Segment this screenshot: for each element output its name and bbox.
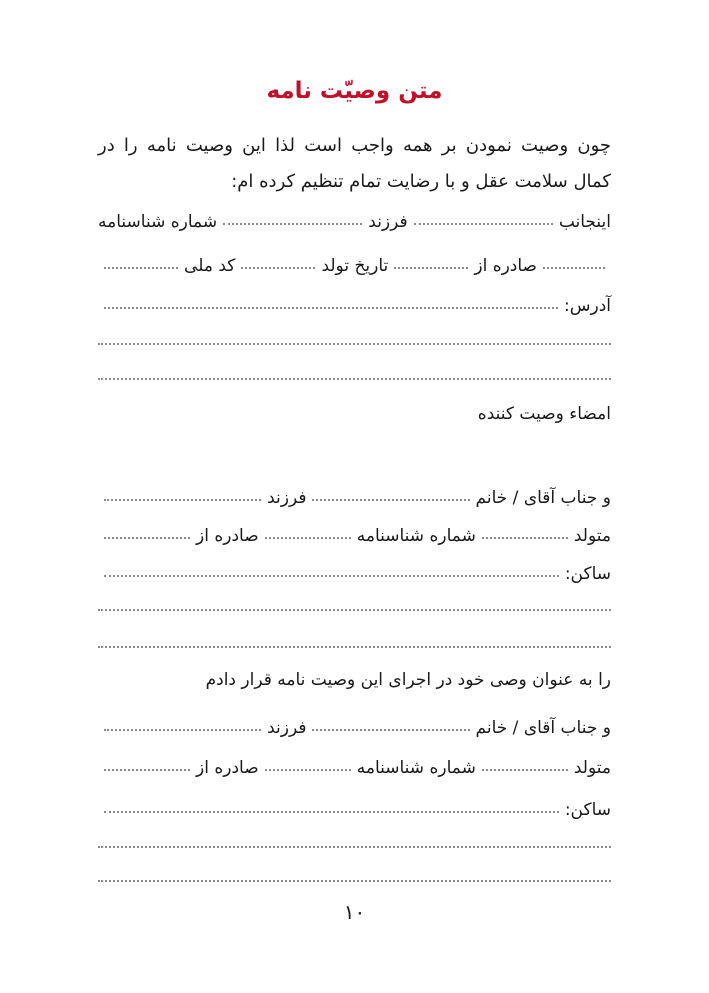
executor2-issued-label: صادره از: [196, 758, 259, 778]
address-label: آدرس:: [564, 296, 611, 316]
executor2-born-label: متولد: [573, 758, 611, 778]
national-code-label: کد ملی: [184, 256, 236, 276]
executor2-name-label: و جناب آقای / خانم: [475, 718, 611, 738]
birth-date-label: تاریخ تولد: [321, 256, 389, 276]
executor1-row-1: [98, 476, 611, 508]
executor2-address-label: ساکن:: [564, 800, 611, 820]
address-line-2[interactable]: [98, 343, 611, 345]
name-blank[interactable]: [414, 223, 553, 225]
executor1-name-blank[interactable]: [312, 499, 469, 501]
issued-from-label: صادره از: [474, 256, 537, 276]
executor2-issued-blank[interactable]: [104, 769, 190, 771]
executor2-row-1: [98, 706, 611, 738]
page-number: ۱۰: [343, 900, 366, 924]
address-row: [98, 284, 611, 316]
executor1-id-blank[interactable]: [265, 537, 351, 539]
intro-paragraph: چون وصیت نمودن بر همه واجب است لذا این وصیت نامه را در کمال سلامت عقل و با رضایت تمام تنظیم کرده ام:: [98, 135, 611, 192]
executor1-born-label: متولد: [573, 526, 611, 546]
testator-row-2: [98, 244, 611, 276]
testator-signature-label: امضاء وصیت کننده: [477, 404, 611, 424]
father-name-blank[interactable]: [223, 223, 362, 225]
address-line-3[interactable]: [98, 378, 611, 380]
executor2-born-blank[interactable]: [482, 769, 568, 771]
testator-row-1: [98, 200, 611, 232]
executor2-address-line-3[interactable]: [98, 880, 611, 882]
national-code-blank[interactable]: [104, 267, 178, 269]
executor1-father-blank[interactable]: [104, 499, 261, 501]
executor2-address-blank[interactable]: [104, 811, 559, 813]
birth-date-blank[interactable]: [241, 267, 315, 269]
executor2-row-2: [98, 746, 611, 778]
executor1-born-blank[interactable]: [482, 537, 568, 539]
executor1-name-label: و جناب آقای / خانم: [475, 488, 611, 508]
page-title: متن وصیّت نامه: [266, 78, 443, 104]
executor1-issued-blank[interactable]: [104, 537, 190, 539]
executor2-address-line-2[interactable]: [98, 846, 611, 848]
executor2-id-blank[interactable]: [265, 769, 351, 771]
id-number-blank[interactable]: [543, 267, 605, 269]
executor1-id-label: شماره شناسنامه: [356, 526, 476, 546]
injaneb-label: اینجانب: [558, 212, 611, 232]
appoint-text: را به عنوان وصی خود در اجرای این وصیت نامه قرار دادم: [205, 670, 611, 690]
issued-from-blank[interactable]: [394, 267, 468, 269]
executor1-issued-label: صادره از: [196, 526, 259, 546]
address-blank[interactable]: [104, 307, 558, 309]
id-number-label: شماره شناسنامه: [98, 212, 218, 232]
executor1-address-row: [98, 552, 611, 584]
executor1-farzand-label: فرزند: [267, 488, 307, 508]
executor2-father-blank[interactable]: [104, 729, 261, 731]
executor1-row-2: [98, 514, 611, 546]
executor2-id-label: شماره شناسنامه: [356, 758, 476, 778]
executor1-address-line-2[interactable]: [98, 609, 611, 611]
executor2-address-row: [98, 788, 611, 820]
executor1-address-line-3[interactable]: [98, 646, 611, 648]
executor2-farzand-label: فرزند: [267, 718, 307, 738]
farzand-label: فرزند: [368, 212, 408, 232]
executor1-address-blank[interactable]: [104, 575, 559, 577]
executor1-address-label: ساکن:: [564, 564, 611, 584]
executor2-name-blank[interactable]: [312, 729, 469, 731]
